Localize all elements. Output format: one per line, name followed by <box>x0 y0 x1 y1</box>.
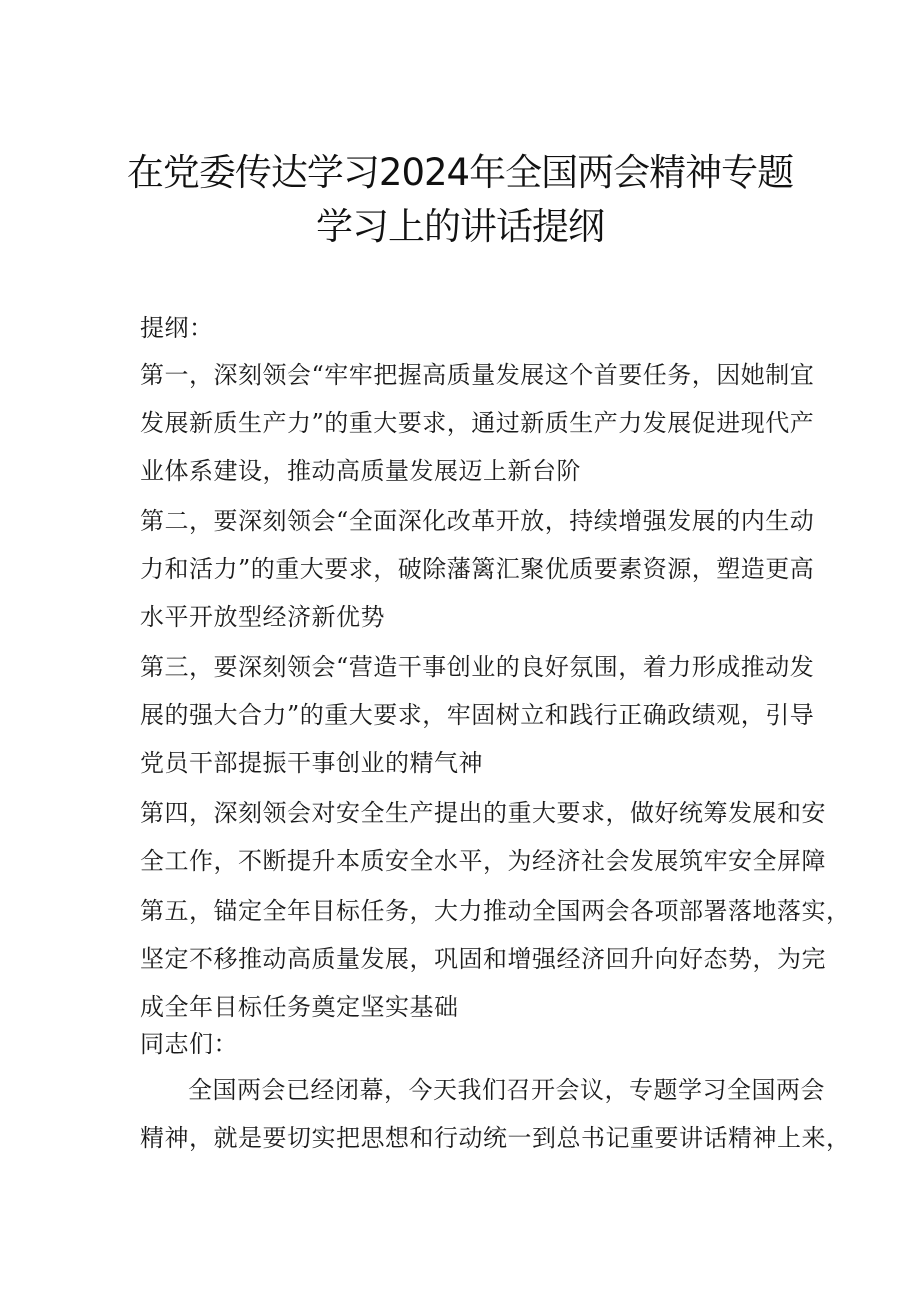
document-title-line-1: 在党委传达学习2024年全国两会精神专题 <box>126 151 794 194</box>
paragraph-line-1: 全国两会已经闭幕，今天我们召开会议，专题学习全国两会 <box>188 1076 825 1104</box>
outline-point-2-line-1: 第二，要深刻领会“全面深化改革开放，持续增强发展的内生动 <box>140 507 815 535</box>
outline-point-1-line-3: 业体系建设，推动高质量发展迈上新台阶 <box>140 457 581 485</box>
outline-point-4-line-1: 第四，深刻领会对安全生产提出的重大要求，做好统筹发展和安 <box>140 799 826 827</box>
outline-point-1-line-1: 第一，深刻领会“牢牢把握高质量发展这个首要任务，因她制宜 <box>140 361 815 389</box>
salutation: 同志们： <box>140 1030 238 1058</box>
document-title-line-2: 学习上的讲话提纲 <box>316 205 604 248</box>
outline-point-5-line-1: 第五，锚定全年目标任务，大力推动全国两会各项部署落地落实， <box>140 897 851 925</box>
outline-point-2-line-3: 水平开放型经济新优势 <box>140 603 385 631</box>
outline-point-3-line-2: 展的强大合力”的重大要求，牢固树立和践行正确政绩观，引导 <box>140 701 815 729</box>
paragraph-line-2: 精神，就是要切实把思想和行动统一到总书记重要讲话精神上来， <box>140 1124 851 1152</box>
outline-point-1-line-2: 发展新质生产力”的重大要求，通过新质生产力发展促进现代产 <box>140 409 815 437</box>
outline-point-5-line-2: 坚定不移推动高质量发展，巩固和增强经济回升向好态势，为完 <box>140 945 826 973</box>
document-body <box>140 0 851 1301</box>
outline-point-5-line-3: 成全年目标任务奠定坚实基础 <box>140 993 459 1021</box>
outline-point-3-line-1: 第三，要深刻领会“营造干事创业的良好氛围，着力形成推动发 <box>140 653 815 681</box>
outline-point-2-line-2: 力和活力”的重大要求，破除藩篱汇聚优质要素资源，塑造更高 <box>140 555 815 583</box>
outline-label: 提纲： <box>140 314 214 342</box>
outline-point-4-line-2: 全工作，不断提升本质安全水平，为经济社会发展筑牢安全屏障 <box>140 847 826 875</box>
outline-point-3-line-3: 党员干部提振干事创业的精气神 <box>140 749 483 777</box>
